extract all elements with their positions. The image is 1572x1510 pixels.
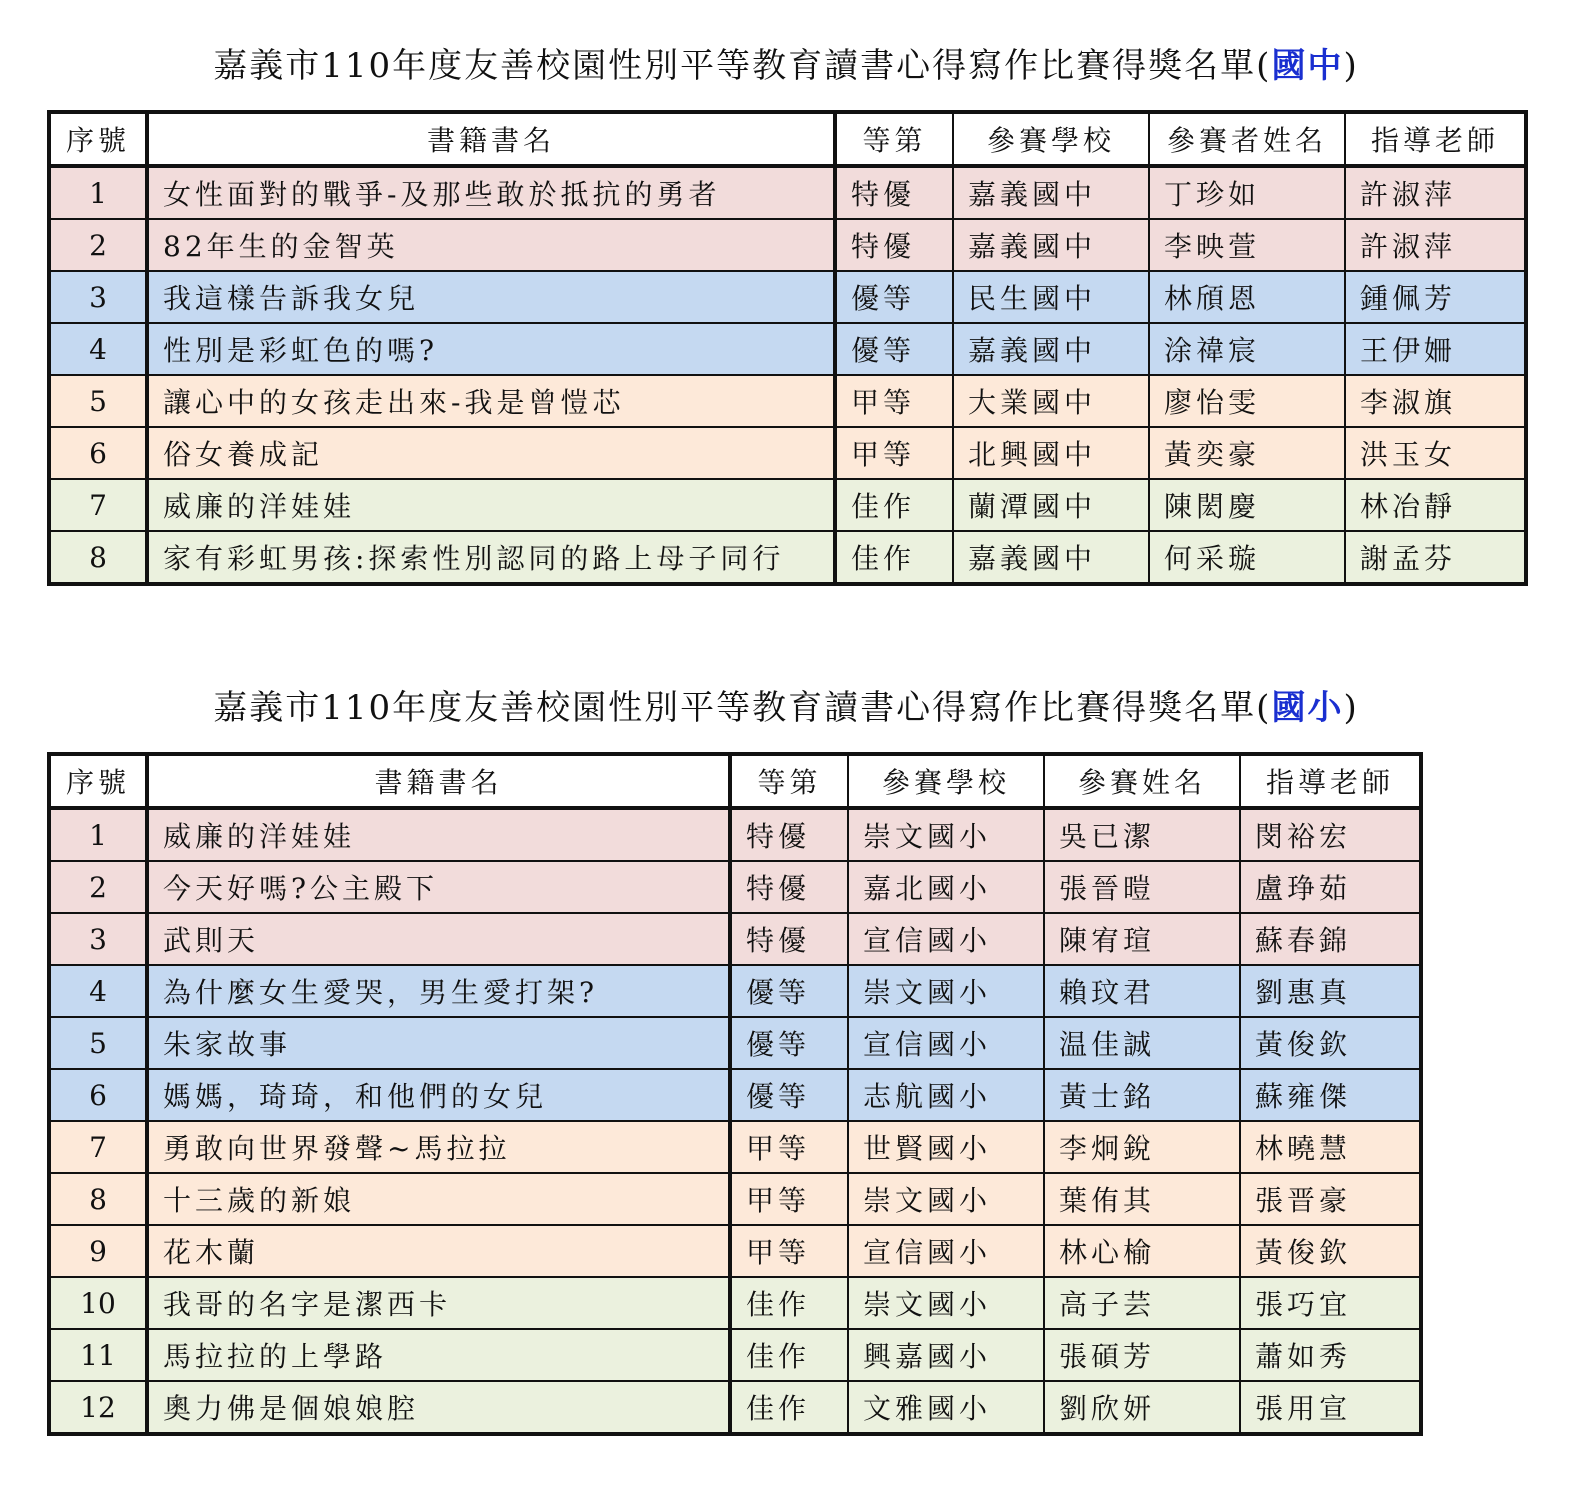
table-row [49, 375, 1526, 427]
cell-book-title: 女性面對的戰爭-及那些敢於抵抗的勇者 [147, 166, 835, 219]
award-table-junior-high [47, 110, 1528, 586]
cell-school: 大業國中 [953, 375, 1149, 427]
cell-book-title: 花木蘭 [147, 1225, 730, 1277]
cell-student: 葉侑其 [1044, 1173, 1240, 1225]
cell-grade: 特優 [730, 808, 848, 861]
title-level: 國小 [1271, 688, 1344, 728]
cell-school: 崇文國小 [848, 965, 1044, 1017]
cell-book-title: 我哥的名字是潔西卡 [147, 1277, 730, 1329]
cell-grade: 特優 [730, 913, 848, 965]
cell-book-title: 82年生的金智英 [147, 219, 835, 271]
cell-grade: 甲等 [730, 1225, 848, 1277]
cell-student: 賴玟君 [1044, 965, 1240, 1017]
header-student: 參賽姓名 [1044, 754, 1240, 808]
cell-school: 文雅國小 [848, 1381, 1044, 1434]
table-row [49, 913, 1421, 965]
cell-teacher: 林曉慧 [1240, 1121, 1421, 1173]
cell-teacher: 王伊姍 [1345, 323, 1526, 375]
cell-school: 嘉義國中 [953, 166, 1149, 219]
cell-teacher: 張用宣 [1240, 1381, 1421, 1434]
cell-grade: 佳作 [730, 1329, 848, 1381]
title-elementary [0, 680, 1572, 729]
cell-teacher: 許淑萍 [1345, 219, 1526, 271]
table-body [49, 808, 1421, 1434]
header-grade: 等第 [730, 754, 848, 808]
cell-school: 志航國小 [848, 1069, 1044, 1121]
table-row [49, 1069, 1421, 1121]
cell-school: 嘉義國中 [953, 219, 1149, 271]
header-number: 序號 [49, 112, 147, 166]
cell-school: 北興國中 [953, 427, 1149, 479]
cell-grade: 佳作 [835, 479, 953, 531]
cell-grade: 特優 [835, 219, 953, 271]
header-teacher: 指導老師 [1240, 754, 1421, 808]
header-school: 參賽學校 [953, 112, 1149, 166]
cell-grade: 甲等 [730, 1173, 848, 1225]
title-prefix: 嘉義市110年度友善校園性別平等教育讀書心得寫作比賽得獎名單( [213, 46, 1272, 86]
cell-school: 嘉北國小 [848, 861, 1044, 913]
cell-book-title: 勇敢向世界發聲~馬拉拉 [147, 1121, 730, 1173]
cell-grade: 優等 [835, 323, 953, 375]
cell-student: 丁珍如 [1149, 166, 1345, 219]
cell-grade: 特優 [730, 861, 848, 913]
cell-teacher: 張巧宜 [1240, 1277, 1421, 1329]
title-suffix: ) [1343, 688, 1359, 728]
cell-school: 崇文國小 [848, 1277, 1044, 1329]
header-school: 參賽學校 [848, 754, 1044, 808]
cell-book-title: 家有彩虹男孩:探索性別認同的路上母子同行 [147, 531, 835, 584]
cell-grade: 優等 [730, 965, 848, 1017]
cell-teacher: 盧琤茹 [1240, 861, 1421, 913]
header-grade: 等第 [835, 112, 953, 166]
cell-grade: 佳作 [730, 1381, 848, 1434]
cell-student: 林頎恩 [1149, 271, 1345, 323]
title-junior-high [0, 38, 1572, 87]
award-table-elementary [47, 752, 1423, 1436]
table-row [49, 166, 1526, 219]
cell-book-title: 今天好嗎?公主殿下 [147, 861, 730, 913]
cell-student: 温佳誠 [1044, 1017, 1240, 1069]
cell-grade: 佳作 [730, 1277, 848, 1329]
cell-book-title: 馬拉拉的上學路 [147, 1329, 730, 1381]
cell-student: 何采璇 [1149, 531, 1345, 584]
cell-student: 林心榆 [1044, 1225, 1240, 1277]
cell-student: 張晉暟 [1044, 861, 1240, 913]
cell-book-title: 性別是彩虹色的嗎? [147, 323, 835, 375]
cell-teacher: 黃俊欽 [1240, 1017, 1421, 1069]
cell-number: 4 [49, 323, 147, 375]
cell-teacher: 謝孟芬 [1345, 531, 1526, 584]
cell-book-title: 媽媽，琦琦，和他們的女兒 [147, 1069, 730, 1121]
cell-number: 4 [49, 965, 147, 1017]
cell-student: 高子芸 [1044, 1277, 1240, 1329]
cell-book-title: 讓心中的女孩走出來-我是曾愷芯 [147, 375, 835, 427]
cell-student: 陳宥瑄 [1044, 913, 1240, 965]
cell-book-title: 武則天 [147, 913, 730, 965]
table-row [49, 531, 1526, 584]
cell-teacher: 林冶靜 [1345, 479, 1526, 531]
title-prefix: 嘉義市110年度友善校園性別平等教育讀書心得寫作比賽得獎名單( [213, 688, 1272, 728]
table-row [49, 808, 1421, 861]
cell-teacher: 鍾佩芳 [1345, 271, 1526, 323]
cell-teacher: 劉惠真 [1240, 965, 1421, 1017]
cell-student: 劉欣妍 [1044, 1381, 1240, 1434]
cell-grade: 優等 [835, 271, 953, 323]
cell-book-title: 俗女養成記 [147, 427, 835, 479]
cell-number: 2 [49, 861, 147, 913]
cell-number: 7 [49, 1121, 147, 1173]
cell-number: 8 [49, 531, 147, 584]
table-header-row [49, 112, 1526, 166]
cell-book-title: 奧力佛是個娘娘腔 [147, 1381, 730, 1434]
cell-number: 1 [49, 808, 147, 861]
table-row [49, 219, 1526, 271]
header-book-title: 書籍書名 [147, 112, 835, 166]
header-number: 序號 [49, 754, 147, 808]
cell-student: 涂禕宸 [1149, 323, 1345, 375]
cell-teacher: 蘇雍傑 [1240, 1069, 1421, 1121]
cell-teacher: 許淑萍 [1345, 166, 1526, 219]
header-teacher: 指導老師 [1345, 112, 1526, 166]
title-level: 國中 [1271, 46, 1344, 86]
cell-book-title: 為什麼女生愛哭，男生愛打架? [147, 965, 730, 1017]
cell-school: 宣信國小 [848, 1225, 1044, 1277]
cell-number: 11 [49, 1329, 147, 1381]
cell-school: 崇文國小 [848, 1173, 1044, 1225]
cell-grade: 特優 [835, 166, 953, 219]
cell-school: 嘉義國中 [953, 323, 1149, 375]
cell-teacher: 蕭如秀 [1240, 1329, 1421, 1381]
cell-number: 7 [49, 479, 147, 531]
table-row [49, 1173, 1421, 1225]
cell-number: 5 [49, 1017, 147, 1069]
cell-grade: 甲等 [730, 1121, 848, 1173]
cell-teacher: 李淑旗 [1345, 375, 1526, 427]
cell-school: 興嘉國小 [848, 1329, 1044, 1381]
cell-student: 李映萱 [1149, 219, 1345, 271]
cell-school: 世賢國小 [848, 1121, 1044, 1173]
cell-book-title: 威廉的洋娃娃 [147, 479, 835, 531]
cell-number: 2 [49, 219, 147, 271]
cell-school: 崇文國小 [848, 808, 1044, 861]
cell-student: 李炯銳 [1044, 1121, 1240, 1173]
table-row [49, 323, 1526, 375]
cell-grade: 佳作 [835, 531, 953, 584]
cell-number: 1 [49, 166, 147, 219]
cell-grade: 優等 [730, 1069, 848, 1121]
cell-student: 黃士銘 [1044, 1069, 1240, 1121]
cell-book-title: 十三歲的新娘 [147, 1173, 730, 1225]
cell-number: 6 [49, 427, 147, 479]
cell-grade: 優等 [730, 1017, 848, 1069]
cell-school: 嘉義國中 [953, 531, 1149, 584]
cell-number: 12 [49, 1381, 147, 1434]
cell-grade: 甲等 [835, 427, 953, 479]
cell-student: 張碩芳 [1044, 1329, 1240, 1381]
table-row [49, 271, 1526, 323]
table-row [49, 861, 1421, 913]
cell-teacher: 黃俊欽 [1240, 1225, 1421, 1277]
cell-teacher: 蘇春錦 [1240, 913, 1421, 965]
cell-student: 吳已潔 [1044, 808, 1240, 861]
table-row [49, 1017, 1421, 1069]
cell-number: 3 [49, 271, 147, 323]
table-row [49, 427, 1526, 479]
cell-number: 5 [49, 375, 147, 427]
cell-student: 黃奕豪 [1149, 427, 1345, 479]
cell-teacher: 洪玉女 [1345, 427, 1526, 479]
table-row [49, 1329, 1421, 1381]
title-suffix: ) [1343, 46, 1359, 86]
header-student: 參賽者姓名 [1149, 112, 1345, 166]
cell-number: 8 [49, 1173, 147, 1225]
cell-grade: 甲等 [835, 375, 953, 427]
table-header-row [49, 754, 1421, 808]
cell-number: 6 [49, 1069, 147, 1121]
cell-number: 9 [49, 1225, 147, 1277]
table-row [49, 1277, 1421, 1329]
cell-book-title: 威廉的洋娃娃 [147, 808, 730, 861]
cell-book-title: 我這樣告訴我女兒 [147, 271, 835, 323]
table-row [49, 1381, 1421, 1434]
table-row [49, 965, 1421, 1017]
cell-student: 廖怡雯 [1149, 375, 1345, 427]
cell-school: 民生國中 [953, 271, 1149, 323]
cell-book-title: 朱家故事 [147, 1017, 730, 1069]
table-row [49, 1121, 1421, 1173]
cell-school: 宣信國小 [848, 1017, 1044, 1069]
cell-school: 蘭潭國中 [953, 479, 1149, 531]
header-book-title: 書籍書名 [147, 754, 730, 808]
table-row [49, 1225, 1421, 1277]
cell-number: 3 [49, 913, 147, 965]
cell-school: 宣信國小 [848, 913, 1044, 965]
cell-number: 10 [49, 1277, 147, 1329]
cell-teacher: 張晋豪 [1240, 1173, 1421, 1225]
cell-teacher: 閔裕宏 [1240, 808, 1421, 861]
cell-student: 陳閎慶 [1149, 479, 1345, 531]
table-body [49, 166, 1526, 584]
table-row [49, 479, 1526, 531]
